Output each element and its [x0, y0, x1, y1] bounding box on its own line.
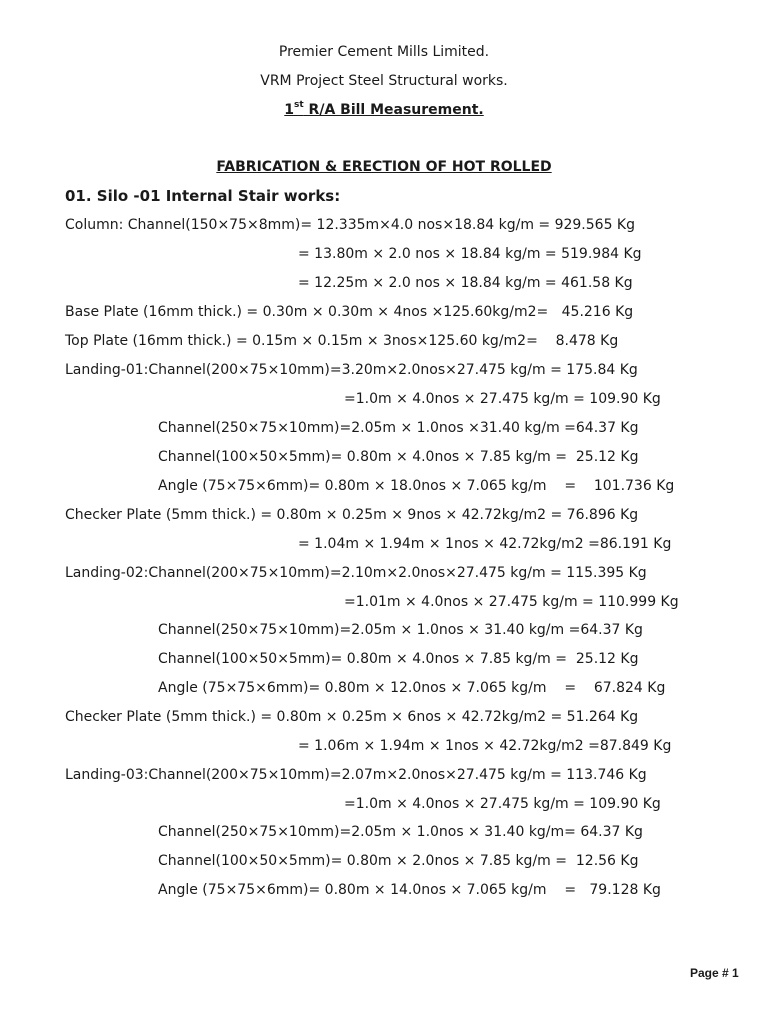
subsection-title: 01. Silo -01 Internal Stair works:: [65, 187, 341, 205]
measurement-line: Checker Plate (5mm thick.) = 0.80m × 0.25m × 9nos × 42.72kg/m2 = 76.896 Kg: [65, 507, 639, 523]
bill-title: [0, 101, 768, 119]
measurement-line: Landing-01:Channel(200×75×10mm)=3.20m×2.0nos×27.475 kg/m = 175.84 Kg: [65, 362, 638, 378]
measurement-line: Checker Plate (5mm thick.) = 0.80m × 0.25m × 6nos × 42.72kg/m2 = 51.264 Kg: [65, 709, 639, 725]
bill-title-text: R/A Bill Measurement.: [303, 102, 484, 118]
measurement-line: Channel(100×50×5mm)= 0.80m × 4.0nos × 7.85 kg/m = 25.12 Kg: [158, 449, 639, 465]
measurement-line: =1.0m × 4.0nos × 27.475 kg/m = 109.90 Kg: [344, 391, 661, 407]
measurement-line: Top Plate (16mm thick.) = 0.15m × 0.15m × 3nos×125.60 kg/m2= 8.478 Kg: [65, 333, 619, 349]
measurement-line: =1.01m × 4.0nos × 27.475 kg/m = 110.999 Kg: [344, 594, 679, 610]
bill-ordinal: 1: [284, 102, 294, 118]
measurement-line: = 13.80m × 2.0 nos × 18.84 kg/m = 519.984 Kg: [298, 246, 642, 262]
measurement-line: =1.0m × 4.0nos × 27.475 kg/m = 109.90 Kg: [344, 796, 661, 812]
measurement-line: = 1.04m × 1.94m × 1nos × 42.72kg/m2 =86.191 Kg: [298, 536, 672, 552]
bill-ordinal-suffix: st: [294, 100, 304, 111]
measurement-line: Channel(100×50×5mm)= 0.80m × 4.0nos × 7.85 kg/m = 25.12 Kg: [158, 651, 639, 667]
measurement-line: Channel(250×75×10mm)=2.05m × 1.0nos ×31.40 kg/m =64.37 Kg: [158, 420, 639, 436]
measurement-line: Channel(100×50×5mm)= 0.80m × 2.0nos × 7.85 kg/m = 12.56 Kg: [158, 853, 639, 869]
measurement-line: Channel(250×75×10mm)=2.05m × 1.0nos × 31.40 kg/m =64.37 Kg: [158, 622, 643, 638]
project-title: VRM Project Steel Structural works.: [260, 73, 508, 89]
section-title: FABRICATION & ERECTION OF HOT ROLLED: [216, 159, 552, 175]
measurement-line: Angle (75×75×6mm)= 0.80m × 12.0nos × 7.065 kg/m = 67.824 Kg: [158, 680, 666, 696]
measurement-line: Channel(250×75×10mm)=2.05m × 1.0nos × 31.40 kg/m= 64.37 Kg: [158, 824, 643, 840]
measurement-line: Landing-02:Channel(200×75×10mm)=2.10m×2.0nos×27.475 kg/m = 115.395 Kg: [65, 565, 647, 581]
company-name: Premier Cement Mills Limited.: [278, 44, 490, 60]
measurement-line: Landing-03:Channel(200×75×10mm)=2.07m×2.0nos×27.475 kg/m = 113.746 Kg: [65, 767, 647, 783]
measurement-line: Angle (75×75×6mm)= 0.80m × 18.0nos × 7.065 kg/m = 101.736 Kg: [158, 478, 675, 494]
measurement-line: = 12.25m × 2.0 nos × 18.84 kg/m = 461.58 Kg: [298, 275, 633, 291]
measurement-line: = 1.06m × 1.94m × 1nos × 42.72kg/m2 =87.849 Kg: [298, 738, 672, 754]
measurement-line: Angle (75×75×6mm)= 0.80m × 14.0nos × 7.065 kg/m = 79.128 Kg: [158, 882, 661, 898]
page-number: Page # 1: [690, 966, 739, 980]
measurement-line: Base Plate (16mm thick.) = 0.30m × 0.30m × 4nos ×125.60kg/m2= 45.216 Kg: [65, 304, 634, 320]
measurement-line: Column: Channel(150×75×8mm)= 12.335m×4.0 nos×18.84 kg/m = 929.565 Kg: [65, 217, 635, 233]
